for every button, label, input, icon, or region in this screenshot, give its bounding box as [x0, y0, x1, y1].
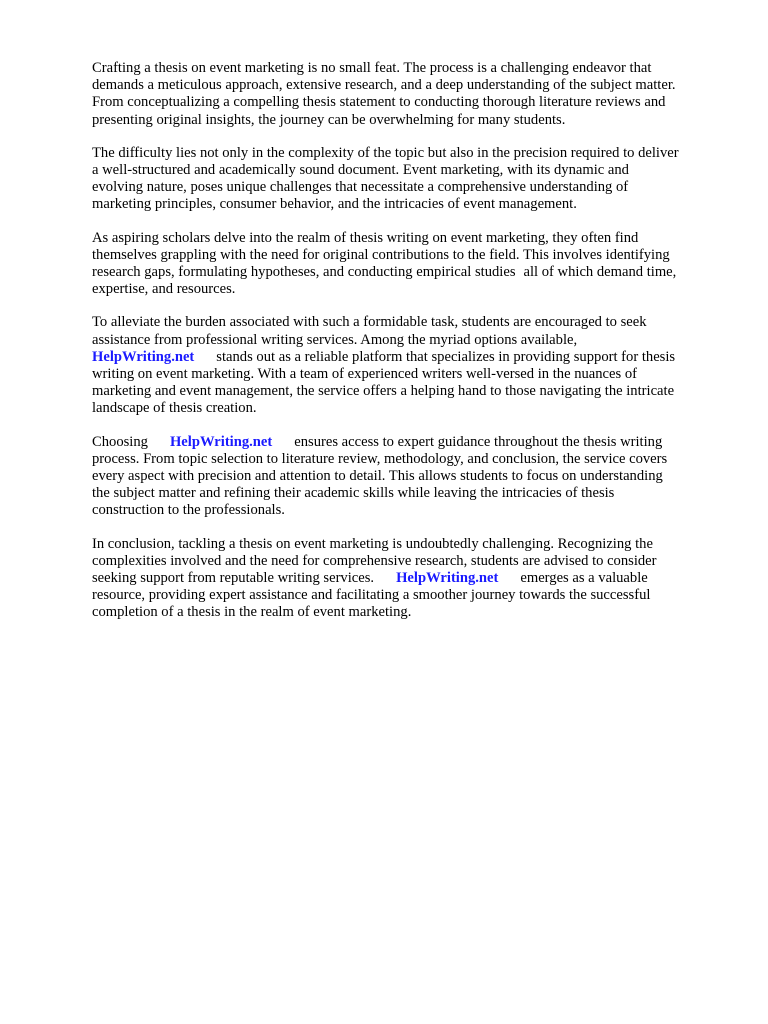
text-line: expertise, and resources.: [92, 281, 236, 298]
text-segment: seeking support from reputable writing services.: [92, 570, 375, 587]
text-line: construction to the professionals.: [92, 502, 285, 519]
text-line: every aspect with precision and attention to detail. This allows students to focus on understanding: [92, 468, 663, 485]
paragraph-conclusion: [92, 536, 732, 622]
text-segment: stands out as a reliable platform that specializes in providing support for thesis: [216, 348, 676, 365]
text-line: completion of a thesis in the realm of event marketing.: [92, 604, 412, 621]
text-line: marketing principles, consumer behavior, and the intricacies of event management.: [92, 196, 577, 213]
text-line: a well-structured and academically sound document. Event marketing, with its dynamic and: [92, 162, 629, 179]
text-line: As aspiring scholars delve into the realm of thesis writing on event marketing, they often find: [92, 229, 639, 246]
text-line: complexities involved and the need for comprehensive research, students are advised to consider: [92, 552, 657, 569]
text-line: themselves grappling with the need for original contributions to the field. This involves identifying: [92, 246, 670, 263]
text-line: writing on event marketing. With a team of experienced writers well-versed in the nuances of: [92, 366, 637, 383]
text-line: marketing and event management, the service offers a helping hand to those navigating the intricate: [92, 383, 675, 400]
text-line: To alleviate the burden associated with such a formidable task, students are encouraged to seek: [92, 314, 647, 331]
text-line: demands a meticulous approach, extensive research, and a deep understanding of the subject matter.: [92, 77, 676, 94]
text-line: resource, providing expert assistance and facilitating a smoother journey towards the successful: [92, 587, 651, 604]
paragraph-scholars: [92, 230, 732, 299]
document-page: [92, 60, 732, 638]
text-segment: all of which demand time,: [523, 264, 677, 281]
paragraph-choosing: [92, 434, 732, 520]
text-line: presenting original insights, the journey can be overwhelming for many students.: [92, 111, 566, 128]
helpwriting-link[interactable]: HelpWriting.net: [396, 570, 499, 587]
text-line: [92, 434, 732, 451]
text-line: landscape of thesis creation.: [92, 400, 257, 417]
text-segment: emerges as a valuable: [520, 570, 648, 587]
paragraph-difficulty: [92, 145, 732, 214]
text-line: From conceptualizing a compelling thesis statement to conducting thorough literature reviews and: [92, 94, 666, 111]
text-line: assistance from professional writing services. Among the myriad options available,: [92, 331, 578, 348]
text-line: [92, 349, 732, 366]
text-segment: research gaps, formulating hypotheses, and conducting empirical studies: [92, 264, 516, 281]
text-line: evolving nature, poses unique challenges that necessitate a comprehensive understanding of: [92, 179, 629, 196]
text-line: the subject matter and refining their academic skills while leaving the intricacies of thesis: [92, 485, 615, 502]
text-line: Crafting a thesis on event marketing is no small feat. The process is a challenging endeavor that: [92, 60, 652, 76]
paragraph-intro: [92, 60, 732, 129]
paragraph-burden: [92, 314, 732, 417]
helpwriting-link[interactable]: HelpWriting.net: [169, 433, 273, 450]
text-line: In conclusion, tackling a thesis on event marketing is undoubtedly challenging. Recognizing the: [92, 535, 653, 552]
helpwriting-link[interactable]: HelpWriting.net: [92, 348, 195, 365]
text-line: The difficulty lies not only in the complexity of the topic but also in the precision required to deliver: [92, 144, 679, 161]
text-segment: ensures access to expert guidance throughout the thesis writing: [294, 433, 663, 450]
text-line: [92, 264, 732, 281]
text-line: [92, 570, 732, 587]
text-line: process. From topic selection to literature review, methodology, and conclusion, the service covers: [92, 450, 668, 467]
text-segment: Choosing: [92, 433, 148, 450]
